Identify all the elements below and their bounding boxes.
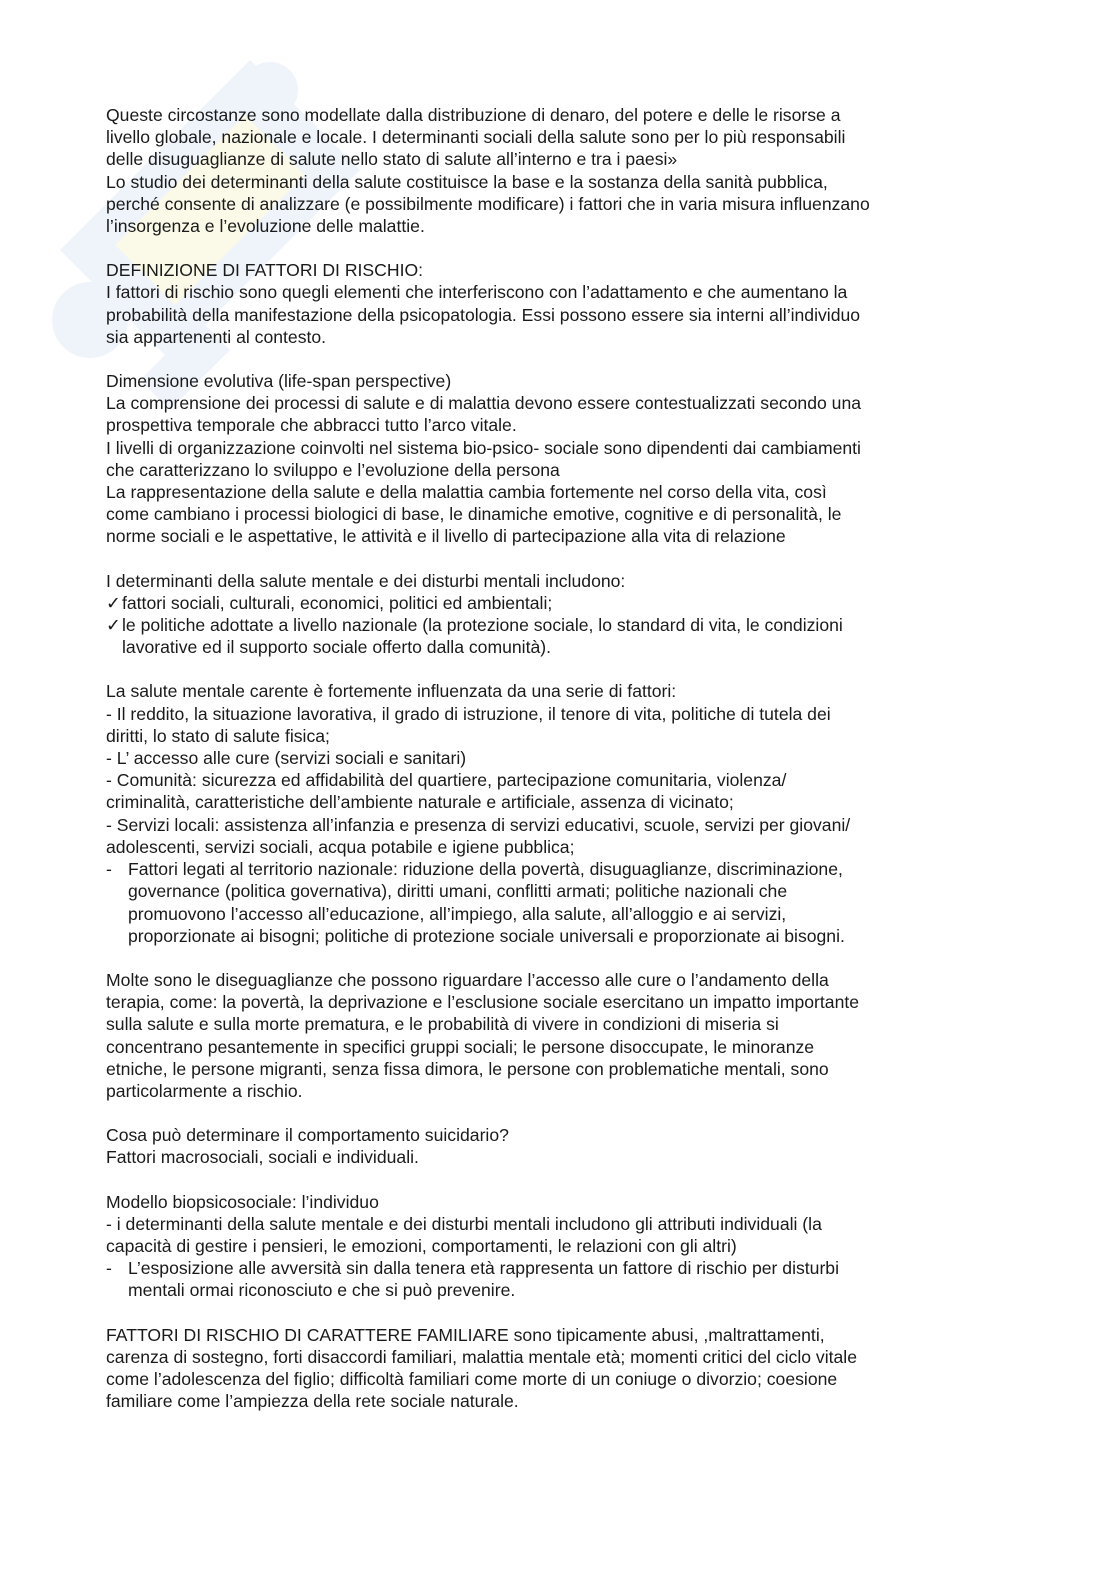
text-line: come l’adolescenza del figlio; difficoltà familiari come morte di un coniuge o divorzio; coesione <box>106 1368 838 1389</box>
list-item-text: governance (politica governativa), diritti umani, conflitti armati; politiche nazionali che <box>128 881 788 902</box>
text-line: Queste circostanze sono modellate dalla distribuzione di denaro, del potere e delle le risorse a <box>106 105 841 125</box>
dash-list-item <box>106 858 1006 947</box>
text-line: livello globale, nazionale e locale. I determinanti sociali della salute sono per lo più responsabili <box>106 127 846 148</box>
biopsychosocial-model <box>106 1191 1006 1302</box>
list-item-text: L’esposizione alle avversità sin dalla tenera età rappresenta un fattore di rischio per disturbi <box>128 1258 840 1279</box>
text-line: La salute mentale carente è fortemente influenzata da una serie di fattori: <box>106 681 677 702</box>
list-item-text: lavorative ed il supporto sociale offerto dalla comunità). <box>122 637 552 658</box>
document-page <box>106 104 1006 1434</box>
text-line: I fattori di rischio sono quegli elementi che interferiscono con l’adattamento e che aumentano la <box>106 282 848 303</box>
text-line: La rappresentazione della salute e della malattia cambia fortemente nel corso della vita, così <box>106 482 827 503</box>
list-item-text: proporzionate ai bisogni; politiche di protezione sociale universali e proporzionate ai bisogni. <box>128 925 845 946</box>
text-line: Fattori macrosociali, sociali e individuali. <box>106 1147 419 1168</box>
text-line: delle disuguaglianze di salute nello stato di salute all’interno e tra i paesi» <box>106 149 678 170</box>
mental-health-factors <box>106 680 1006 946</box>
section-heading: Modello biopsicosociale: l’individuo <box>106 1191 379 1212</box>
text-line: etniche, le persone migranti, senza fissa dimora, le persone con problematiche mentali, sono <box>106 1058 829 1079</box>
text-line: - Servizi locali: assistenza all’infanzia e presenza di servizi educativi, scuole, servizi per giovani/ <box>106 814 851 835</box>
determinants-section <box>106 570 1006 659</box>
text-line: La comprensione dei processi di salute e di malattia devono essere contestualizzati secondo una <box>106 393 862 414</box>
list-item-text: fattori sociali, culturali, economici, politici ed ambientali; <box>122 592 553 613</box>
text-line: capacità di gestire i pensieri, le emozioni, comportamenti, le relazioni con gli altri) <box>106 1235 737 1256</box>
text-line: - L’ accesso alle cure (servizi sociali e sanitari) <box>106 748 467 769</box>
suicide-question <box>106 1124 1006 1168</box>
text-line: sulla salute e sulla morte prematura, e le probabilità di vivere in condizioni di miseria si <box>106 1014 779 1035</box>
checkmark-icon: ✓ <box>106 592 121 613</box>
list-item-text: mentali ormai riconosciuto e che si può prevenire. <box>128 1280 516 1301</box>
text-line: carenza di sostegno, forti disaccordi familiari, malattia mentale età; momenti critici del ciclo vitale <box>106 1346 857 1367</box>
text-line: l’insorgenza e l’evoluzione delle malattie. <box>106 216 425 237</box>
text-line: Lo studio dei determinanti della salute costituisce la base e la sostanza della sanità pubblica, <box>106 171 828 192</box>
text-line: che caratterizzano lo sviluppo e l’evoluzione della persona <box>106 459 560 480</box>
text-line: terapia, come: la povertà, la deprivazione e l’esclusione sociale esercitano un impatto importante <box>106 992 860 1013</box>
text-line: diritti, lo stato di salute fisica; <box>106 725 330 746</box>
list-item-text: Fattori legati al territorio nazionale: riduzione della povertà, disuguaglianze, discriminazione, <box>128 859 843 880</box>
text-line: come cambiano i processi biologici di base, le dinamiche emotive, cognitive e di personalità, le <box>106 504 842 525</box>
inequalities-paragraph <box>106 969 1006 1102</box>
check-list-item <box>106 614 1006 658</box>
section-heading: Dimensione evolutiva (life-span perspective) <box>106 371 452 392</box>
text-line: I livelli di organizzazione coinvolti nel sistema bio-psico- sociale sono dipendenti dai cambiamenti <box>106 437 861 458</box>
text-line: criminalità, caratteristiche dell’ambiente naturale e artificiale, assenza di vicinato; <box>106 792 734 813</box>
list-intro: I determinanti della salute mentale e dei disturbi mentali includono: <box>106 570 626 591</box>
text-line: particolarmente a rischio. <box>106 1080 303 1101</box>
text-line: probabilità della manifestazione della psicopatologia. Essi possono essere sia interni all’individuo <box>106 304 861 325</box>
dash-list-item <box>106 1257 1006 1301</box>
text-line: norme sociali e le aspettative, le attività e il livello di partecipazione alla vita di relazione <box>106 526 786 547</box>
dash-bullet-icon: - <box>106 1258 112 1279</box>
text-line: Cosa può determinare il comportamento suicidario? <box>106 1125 509 1146</box>
text-line: prospettiva temporale che abbracci tutto l’arco vitale. <box>106 415 517 436</box>
text-line: - Il reddito, la situazione lavorativa, il grado di istruzione, il tenore di vita, politiche di tutela dei <box>106 703 831 724</box>
list-item-text: le politiche adottate a livello nazionale (la protezione sociale, lo standard di vita, le condizioni <box>122 615 843 636</box>
intro-paragraph <box>106 104 1006 237</box>
text-line: adolescenti, servizi sociali, acqua potabile e igiene pubblica; <box>106 836 575 857</box>
text-line: - i determinanti della salute mentale e dei disturbi mentali includono gli attributi individuali (la <box>106 1213 822 1234</box>
section-heading: DEFINIZIONE DI FATTORI DI RISCHIO: <box>106 260 424 281</box>
text-line: concentrano pesantemente in specifici gruppi sociali; le persone disoccupate, le minoranze <box>106 1036 815 1057</box>
text-line: perché consente di analizzare (e possibilmente modificare) i fattori che in varia misura influenzano <box>106 193 870 214</box>
check-list-item <box>106 592 1006 614</box>
text-line: familiare come l’ampiezza della rete sociale naturale. <box>106 1391 519 1412</box>
checkmark-icon: ✓ <box>106 615 121 636</box>
dash-bullet-icon: - <box>106 859 112 880</box>
evolutionary-dimension <box>106 370 1006 548</box>
text-line: FATTORI DI RISCHIO DI CARATTERE FAMILIARE sono tipicamente abusi, ,maltrattamenti, <box>106 1324 825 1345</box>
text-line: - Comunità: sicurezza ed affidabilità del quartiere, partecipazione comunitaria, violenza/ <box>106 770 787 791</box>
text-line: sia appartenenti al contesto. <box>106 326 327 347</box>
text-line: Molte sono le diseguaglianze che possono riguardare l’accesso alle cure o l’andamento della <box>106 969 829 990</box>
family-risk-factors <box>106 1324 1006 1413</box>
list-item-text: promuovono l’accesso all’educazione, all’impiego, alla salute, all’alloggio e ai servizi, <box>128 903 787 924</box>
risk-factors-definition <box>106 259 1006 348</box>
